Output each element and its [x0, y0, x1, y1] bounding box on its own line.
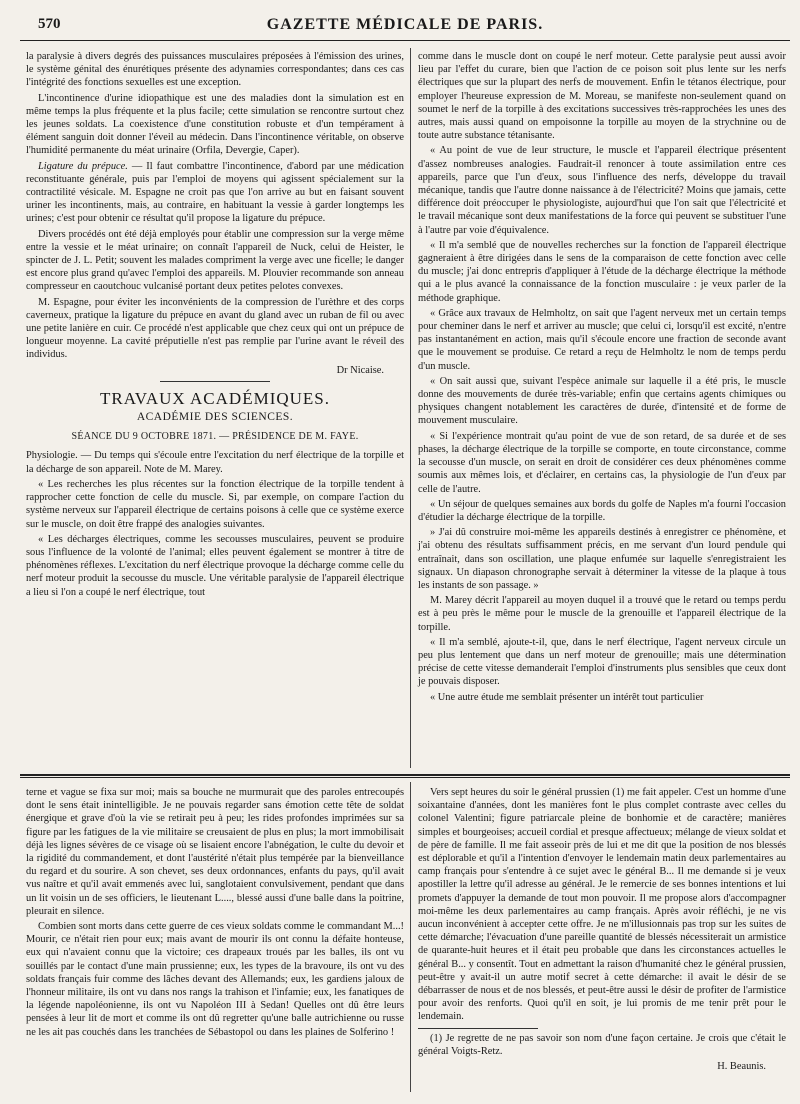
right-column — [418, 50, 786, 706]
paragraph: « Au point de vue de leur structure, le muscle et l'appareil électrique présentent d'assez nombreuses analogies. Faudrait-il renoncer à toute assimilation entre ces appareils, parce que l'un d'eux, sous l'influence des nerfs, développe du travail mécanique, tandis que l'autre donne naissance à de l'électricité? Moins que jamais, cette différence doit préoccuper le physiologiste, aujourd'hui que l'on sait que l'électricité et le travail mécanique sont deux manifestations de la force qui peuvent se substituer l'une à l'autre par voie d'équivalence. — [418, 145, 786, 236]
feuilleton-right-column — [418, 786, 786, 1073]
paragraph: Combien sont morts dans cette guerre de ces vieux soldats comme le commandant M...! Mourir, ce n'était rien pour eux; mais avant de mourir ils ont connu la défaite honteuse, eux qui n'avaient connu que la victoire; ces drapeaux troués par les balles, ils ont vu souillés par le contact d'une main prussienne; eux, les types de la bravoure, ils ont vu des soldats français fuir comme des lâches devant des Allemands; eux, les gardiens jaloux de l'honneur militaire, ils ont vu dans nos rangs la trahison et l'infamie; eux, les fanatiques de la légende napoléonienne, ils ont vu Napoléon III à Sedan! Quelles ont dû être leurs pensées à leur lit de mort et comme ils ont dû regretter qu'une balle autrichienne ou russe ne les ait pas couchés dans les tranchées de Sébastopol ou dans les plaines de Solferino ! — [26, 921, 404, 1038]
paragraph: Divers procédés ont été déjà employés pour établir une compression sur la verge même entre la vessie et le méat urinaire; on connaît l'appareil de Nuck, celui de Heister, le spincter de J. L. Petit; souvent les malades compriment la verge avec une ficelle; le danger est encore plus grand qu'avec l'emploi des appareils. M. Plouvier recommande son anneau compresseur en caoutchouc vulcanisé portant deux petites pelotes convexes. — [26, 228, 404, 293]
paragraph: terne et vague se fixa sur moi; mais sa bouche ne murmurait que des paroles entrecoupés dont le sens était inintelligible. Je ne pouvais regarder sans émotion cette tête de soldat énergique et grave d'où la vie se retirait peu à peu; les rides profondes imprimées sur sa figure par les fatigues de la vie militaire se creusaient de plus en plus; la mort immobilisait déjà les lignes sévères de ce visage où se lisaient encore l'abnégation, le culte du devoir et la rigidité du commandement, et dont l'austérité n'était plus tempérée par la bienveillance du regard et du sourire. A son chevet, ses deux ordonnances, enfants du pays, qu'il avait vus naître et qu'il avait emmenés avec lui, sanglotaient convulsivement, pendant que dans un lit voisin un de ses officiers, le lieutenant L...., blessé aussi d'une balle dans la poitrine, pleurait en silence. — [26, 787, 404, 917]
paragraph: Vers sept heures du soir le général prussien (1) me fait appeler. C'est un homme d'une soixantaine d'années, dont les manières font le plus complet contraste avec celles du colonel Valentini; figure patriarcale pleine de bonhomie et de caractère; manières simples et bourgeoises; accueil cordial et presque affectueux; mélange de vieux soldat et de père de famille. Il me fait asseoir près de lui et me dit que la position de nos blessés est déplorable et qu'il a l'intention d'envoyer le lendemain matin deux parlementaires au camp français pour s'entendre à ce sujet avec le général B... Il me demande si je veux apostiller la lettre qu'il adresse au général. Je le remercie de ses bonnes intentions et lui promets d'appuyer la demande de tout mon pouvoir. Il me propose alors d'accompagner moi-même les deux parlementaires au camp français. Après avoir réfléchi, je ne vis aucun inconvénient à accepter cette offre. Je ne m'illusionnais pas trop sur les suites de cette démarche; l'évacuation d'une pareille quantité de blessés nécessiterait un armistice de quarante-huit heures et il était peu probable que dans les circonstances actuelles le général B... y consentît. Tout en admettant la raison d'humanité chez le général prussien, peut-être y avait-il un autre motif secret à cette démarche: il avait le désir de se débarrasser de nous et de nos blessés, et peut-être aussi le désir de profiter de l'armistice pour avoir des renforts. Quoi qu'il en soit, je lui promis de me tenir prêt pour le lendemain. — [418, 787, 786, 1023]
paragraph: « Il m'a semblé, ajoute-t-il, que, dans le nerf électrique, l'agent nerveux circule un peu plus lentement que dans un nerf moteur de grenouille; mais une détermination précise de cette vitesse demanderait l'emploi d'instruments plus sensibles que ceux dont je pouvais disposer. — [418, 636, 786, 688]
article-title: — Du temps qui s'écoule entre l'excitation du nerf électrique de la torpille et la décharge de son appareil. Note de M. Marey. — [26, 450, 404, 475]
paragraph: comme dans le muscle dont on coupé le nerf moteur. Cette paralysie peut aussi avoir lieu par l'effet du curare, bien que l'action de ce poison soit plus lente sur les nerfs électriques que sur la plupart des nerfs de mouvement. Enfin le tétanos électrique, pour employer l'heureuse expression de M. Moreau, se manifeste non-seulement quand on soumet le nerf de la torpille à des excitations successives très-rapprochées les unes des autres, mais aussi quand on empoisonne la torpille au moyen de la strychnine ou de toute autre substance tétanisante. — [418, 51, 786, 142]
author-signature: Dr Nicaise. — [336, 364, 384, 376]
feuilleton-rule — [20, 774, 790, 776]
footnote-rule — [418, 1028, 538, 1029]
journal-title: GAZETTE MÉDICALE DE PARIS. — [266, 16, 544, 33]
feuilleton-separator — [410, 782, 411, 1092]
footnote: (1) Je regrette de ne pas savoir son nom d'une façon certaine. Je crois que c'était le général Voigts-Retz. — [418, 1032, 786, 1057]
running-head — [20, 10, 790, 36]
paragraph: la paralysie à divers degrés des puissances musculaires préposées à l'émission des urines, le système génital des énurétiques présente des adynamies correspondantes; dans ces cas l'intégrité des fonctions sexuelles est une exception. — [26, 51, 404, 89]
paragraph: « Il m'a semblé que de nouvelles recherches sur la fonction de l'appareil électrique gagneraient à être dirigées dans le sens de la comparaison de cette fonction avec celle du muscle; j'ai donc entrepris d'appliquer à l'étude de la décharge électrique la méthode qui a le plus avancé la connaissance de la fonction musculaire : je veux parler de la méthode graphique. — [418, 239, 786, 304]
paragraph: « Une autre étude me semblait présenter un intérêt tout particulier — [430, 691, 704, 703]
feuilleton-rule-thin — [20, 777, 790, 778]
header-rule — [20, 40, 790, 41]
paragraph: L'incontinence d'urine idiopathique est une des maladies dont la simulation est en même temps la plus fréquente et la plus facile; cette simulation se rencontre surtout chez les jeunes soldats. La coexistence d'une constitution robuste et d'un tempérament à élément sanguin doit donner l'éveil au médecin. Dans l'incontinence véritable, on observe l'humidité permanente du méat urinaire (Orfila, Devergie, Caper). — [26, 92, 404, 157]
paragraph: » J'ai dû construire moi-même les appareils destinés à enregistrer ce phénomène, et j'ai obtenu des résultats suffisamment précis, en me servant d'un lourd pendule qui entraînait, dans son oscillation, une plaque enfumée sur laquelle s'enregistraient les signaux. Un diapason chronographe servait à déterminer la vitesse de la plaque à tous les instants de son passage. » — [418, 527, 786, 591]
newspaper-page — [20, 10, 790, 1100]
feuilleton-left-column — [26, 786, 404, 1041]
paragraph: « Un séjour de quelques semaines aux bords du golfe de Naples m'a fourni l'occasion d'étudier la décharge électrique de la torpille. — [418, 498, 786, 523]
seance-heading: SÉANCE DU 9 OCTOBRE 1871. — PRÉSIDENCE DE M. FAYE. — [71, 431, 359, 443]
paragraph-body: — Il faut combattre l'incontinence, d'abord par une médication reconstituante générale, puis par l'emploi de moyens qui agissent spécialement sur la contractilité vésicale. M. Espagne ne croit pas que l'on arrive au but en faisant souvent uriner les incontinents, mais, au contraire, en habituant la vessie à garder longtemps les urines; c'est pour obtenir ce résultat qu'il propose la ligature du prépuce. — [26, 160, 404, 225]
section-rule — [160, 381, 270, 382]
paragraph: « Les décharges électriques, comme les secousses musculaires, peuvent se produire sous l'influence de la volonté de l'animal; elles peuvent également se montrer à titre de phénomènes réflexes. L'excitation du nerf électrique provoque la décharge comme celle du nerf moteur produit la secousse du muscle. Une véritable paralysie de l'appareil électrique a lieu si l'on a coupé le nerf électrique, tout — [26, 533, 404, 598]
paragraph-lead: Ligature du prépuce. — [38, 160, 128, 172]
academy-heading: ACADÉMIE DES SCIENCES. — [136, 411, 294, 424]
rubric-lead: Physiologie. — [26, 450, 78, 462]
left-column — [26, 50, 404, 601]
paragraph: « Les recherches les plus récentes sur la fonction électrique de la torpille tendent à rapprocher cette fonction de celle du muscle. Si, par exemple, on compare l'action du système nerveux sur l'appareil électrique de certains poisons à celle que ce système exerce sur le muscle, on doit être frappé des analogies suivantes. — [26, 478, 404, 530]
paragraph: M. Marey décrit l'appareil au moyen duquel il a trouvé que le retard ou temps perdu est à peu près le même pour le muscle de la grenouille et l'appareil électrique de la torpille. — [418, 595, 786, 633]
section-title: TRAVAUX ACADÉMIQUES. — [99, 388, 330, 408]
paragraph: M. Espagne, pour éviter les inconvénients de la compression de l'urèthre et des corps caverneux, pratique la ligature du prépuce en avant du gland avec un ruban de fil ou avec une petite lanière en cuir. Ce procédé n'est applicable que chez ceux qui ont un prépuce de longueur moyenne. La cavité préputielle n'est pas remplie par l'urine avant le réveil des individus. — [26, 296, 404, 361]
paragraph: « On sait aussi que, suivant l'espèce animale sur laquelle il a été pris, le muscle donne des mouvements de durée très-variable; enfin que certains agents chimiques ou physiques changent notablement les caractères de durée, d'intensité et de forme de mouvement musculaire. — [418, 375, 786, 427]
paragraph: « Grâce aux travaux de Helmholtz, on sait que l'agent nerveux met un certain temps pour cheminer dans le nerf et arriver au muscle; que celui ci, lorsqu'il est excité, n'entre pas instantanément en action, mais qu'il s'écoule encore une fraction de seconde avant que le mouvement se produise. Ce retard a reçu de Helmholtz le nom de temps perdu d'un muscle. — [418, 307, 786, 372]
paragraph: « Si l'expérience montrait qu'au point de vue de son retard, de sa durée et de ses phases, la décharge électrique de la torpille se comporte, en toute circonstance, comme la secousse d'un muscle, on serait en droit de considérer ces deux phénomènes comme soumis aux mêmes lois, et d'éclairer, en certains cas, la physiologie de l'un d'eux par celle de l'autre. — [418, 430, 786, 495]
column-separator — [410, 48, 411, 768]
page-number: 570 — [38, 16, 61, 32]
feuilleton-signature: H. Beaunis. — [717, 1061, 766, 1073]
paragraph — [26, 449, 404, 475]
paragraph — [26, 160, 404, 226]
